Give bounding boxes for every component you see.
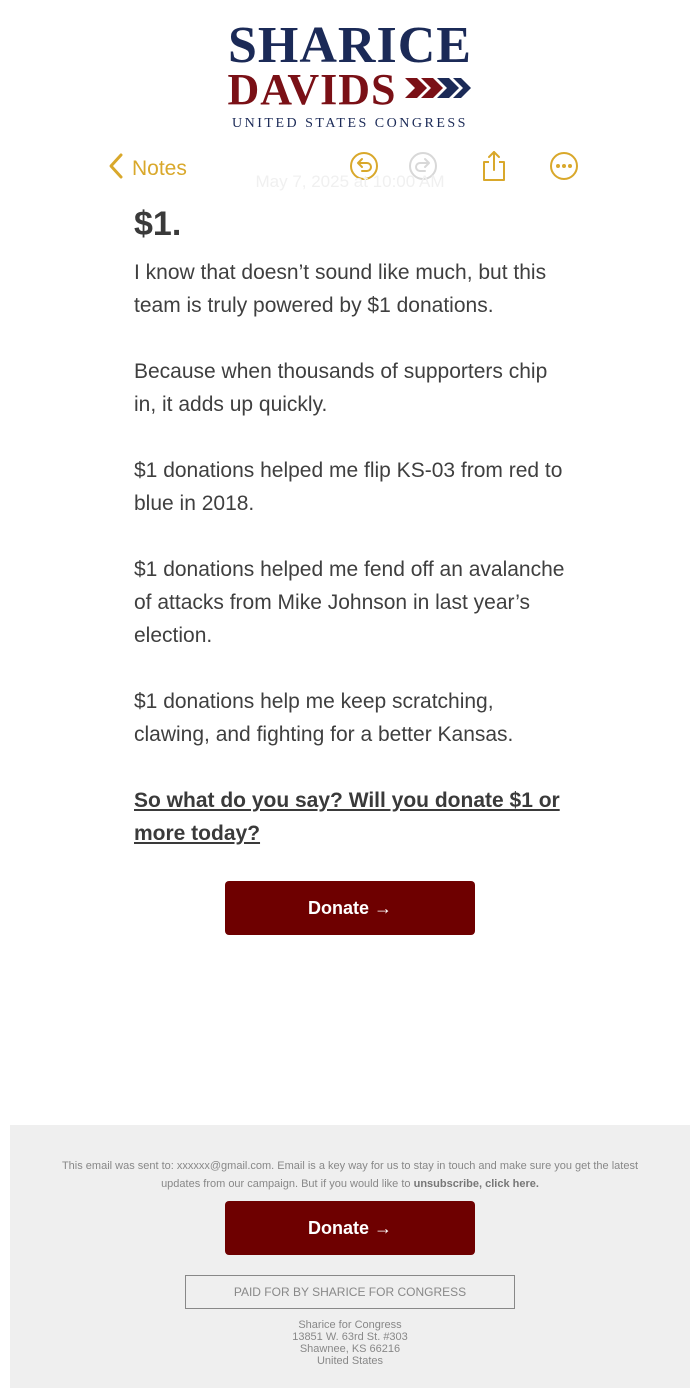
address-line: Sharice for Congress	[298, 1319, 402, 1331]
campaign-logo	[0, 17, 700, 132]
logo-first-name: SHARICE	[228, 17, 472, 74]
address-line: 13851 W. 63rd St. #303	[292, 1331, 408, 1343]
paragraph: $1 donations helped me fend off an avalanche of attacks from Mike Johnson in last year’s election.	[134, 558, 565, 647]
arrows-icon	[405, 76, 473, 105]
note-date: May 7, 2025 at 10:00 AM	[255, 172, 445, 191]
notes-back-label: Notes	[132, 156, 187, 180]
paragraph: $1 donations help me keep scratching, clawing, and fighting for a better Kansas.	[134, 690, 514, 746]
email-body	[134, 205, 574, 850]
headline: $1.	[134, 205, 182, 243]
paragraph: $1 donations helped me flip KS-03 from red to blue in 2018.	[134, 459, 563, 515]
logo-last-name: DAVIDS	[227, 65, 397, 114]
address-line: United States	[316, 1355, 384, 1367]
paragraph: I know that doesn’t sound like much, but this team is truly powered by $1 donations.	[134, 261, 547, 317]
logo-subtitle: UNITED STATES CONGRESS	[232, 116, 468, 131]
email-footer	[10, 1125, 690, 1388]
paid-for-disclaimer: PAID FOR BY SHARICE FOR CONGRESS	[185, 1275, 515, 1309]
donate-cta-link[interactable]: So what do you say? Will you donate $1 or more today?	[134, 789, 560, 845]
address-line: Shawnee, KS 66216	[299, 1343, 401, 1355]
donate-button[interactable]: Donate →	[225, 881, 475, 935]
footer-sent-text: This email was sent to: xxxxxx@gmail.com. Email is a key way for us to stay in touch and make sure you get the latest updates from our campaign. But if you would like to	[61, 1160, 639, 1190]
paragraph: Because when thousands of supporters chip in, it adds up quickly.	[134, 360, 548, 416]
mailing-address	[10, 1319, 690, 1367]
unsubscribe-link[interactable]: unsubscribe, click here.	[413, 1178, 539, 1190]
footer-donate-button[interactable]: Donate →	[225, 1201, 475, 1255]
footer-disclaimer	[50, 1157, 650, 1193]
